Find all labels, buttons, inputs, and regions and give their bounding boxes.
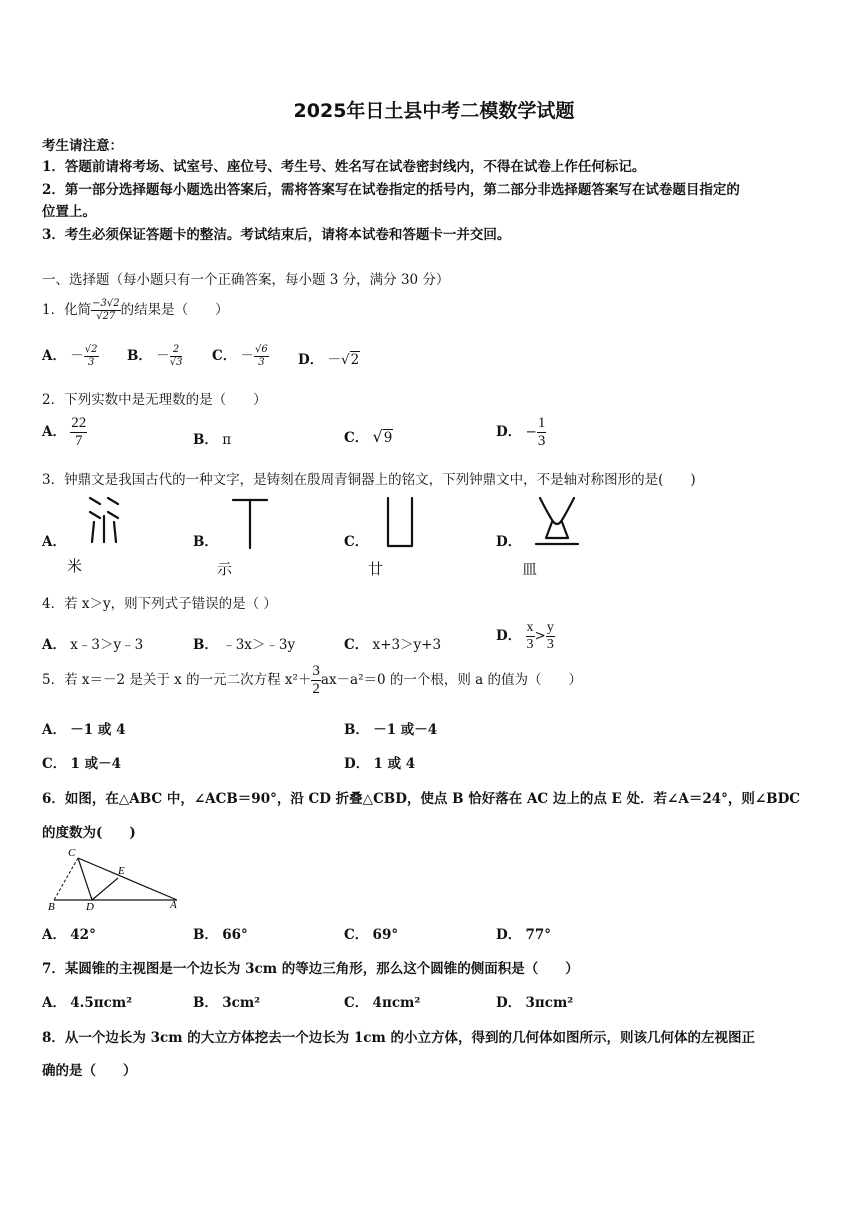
- question-7-option-d[interactable]: [496, 991, 573, 1011]
- bronze-script-glyph-b: [230, 494, 270, 550]
- figure-label-a: A: [170, 899, 177, 911]
- option-text: 42°: [70, 927, 96, 943]
- option-label: B．: [344, 722, 369, 738]
- fraction-denominator: 2: [312, 681, 320, 697]
- option-label: B．: [193, 432, 218, 448]
- notice-item-2: 2．第一部分选择题每小题选出答案后，需将答案写在试卷指定的括号内，第二部分非选择题答案写在试卷题目指定的: [42, 182, 740, 198]
- option-fraction: [170, 345, 183, 368]
- fraction-numerator: 1: [537, 415, 546, 431]
- fraction-denominator: 3: [87, 357, 95, 368]
- notice-item-2-cont: 位置上。: [42, 204, 96, 220]
- option-text: －1 或－4: [373, 722, 438, 738]
- question-8-stem-line2: 确的是（ ）: [42, 1063, 137, 1079]
- question-6-stem-line1: 6．如图，在△ABC 中，∠ACB＝90°，沿 CD 折叠△CBD，使点 B 恰好落在 AC 边上的点 E 处．若∠A＝24°，则∠BDC: [42, 791, 801, 807]
- question-3-caption-c: 廿: [368, 560, 384, 578]
- question-5-fraction: [311, 664, 321, 697]
- option-label: C．: [344, 995, 369, 1011]
- figure-label-b: B: [48, 901, 55, 912]
- option-label: A．: [42, 534, 66, 550]
- question-2-option-c[interactable]: C． √9: [344, 427, 393, 446]
- question-4-option-b[interactable]: [193, 633, 295, 653]
- question-3-option-b[interactable]: [193, 530, 218, 550]
- option-text: 66°: [222, 927, 248, 943]
- option-sign: －: [156, 348, 170, 364]
- option-label: A．: [42, 348, 66, 364]
- option-label: A．: [42, 637, 66, 653]
- option-label: D．: [496, 995, 522, 1011]
- option-sign: −: [525, 424, 537, 440]
- fraction-numerator: −3√2: [92, 298, 120, 309]
- section-heading: 一、选择题（每小题只有一个正确答案，每小题 3 分，满分 30 分）: [42, 272, 450, 288]
- option-text: 4.5πcm²: [70, 995, 133, 1011]
- fraction-denominator: 3: [526, 637, 534, 652]
- option-label: A．: [42, 927, 66, 943]
- fraction-numerator: y: [546, 620, 554, 635]
- fraction-numerator: √6: [255, 344, 268, 355]
- question-8-stem-line1: 8．从一个边长为 3cm 的大立方体挖去一个边长为 1cm 的小立方体，得到的几何体如图所示，则该几何体的左视图正: [42, 1030, 755, 1046]
- question-6-option-b[interactable]: [193, 923, 248, 943]
- question-3-stem: 3．钟鼎文是我国古代的一种文字，是铸刻在殷周青铜器上的铭文，下列钟鼎文中，不是轴对称图形的是( ): [42, 472, 696, 488]
- option-fraction: [70, 416, 87, 449]
- question-1-pre: 1．化简: [42, 302, 92, 318]
- option-label: B．: [193, 995, 218, 1011]
- option-text: ﹣3x＞﹣3y: [222, 637, 296, 653]
- option-text: 3cm²: [222, 995, 261, 1011]
- fraction-denominator: 3: [546, 637, 554, 652]
- figure-label-d: D: [86, 901, 94, 912]
- notice-item-3: 3．考生必须保证答题卡的整洁。考试结束后，请将本试卷和答题卡一并交回。: [42, 227, 511, 243]
- question-3-caption-a: 米: [67, 557, 83, 575]
- option-sign: －: [70, 348, 84, 364]
- question-7-option-b[interactable]: [193, 991, 260, 1011]
- option-label: A．: [42, 722, 66, 738]
- question-2-stem: 2．下列实数中是无理数的是（ ）: [42, 392, 267, 408]
- option-label: D．: [298, 352, 324, 368]
- question-1-option-b[interactable]: [127, 344, 182, 368]
- question-6-option-d[interactable]: [496, 923, 551, 943]
- option-label: B．: [193, 534, 218, 550]
- question-4-option-c[interactable]: [344, 633, 441, 653]
- option-sign: －: [327, 352, 342, 368]
- fraction-denominator: 7: [75, 433, 83, 449]
- option-label: C．: [344, 927, 369, 943]
- option-text: －1 或 4: [70, 722, 126, 738]
- fraction-denominator: 3: [258, 357, 265, 368]
- question-4-stem: 4．若 x＞y，则下列式子错误的是（ ）: [42, 596, 277, 612]
- option-label: D．: [496, 424, 522, 440]
- option-text: 69°: [372, 927, 399, 943]
- notice-item-1: 1．答题前请将考场、试室号、座位号、考生号、姓名写在试卷密封线内，不得在试卷上作任何标记。: [42, 159, 646, 175]
- question-5-post: ax－a²＝0 的一个根，则 a 的值为（ ）: [320, 672, 583, 688]
- option-text: 1 或－4: [70, 756, 122, 772]
- option-fraction: [526, 621, 535, 652]
- question-4-option-a[interactable]: [42, 633, 143, 653]
- option-label: D．: [496, 534, 522, 550]
- bronze-script-glyph-a: [84, 494, 124, 546]
- question-5-option-d[interactable]: [344, 752, 415, 772]
- question-1-option-a[interactable]: [42, 344, 99, 368]
- option-label: C．: [212, 348, 237, 364]
- question-5-option-b[interactable]: [344, 718, 437, 738]
- fraction-denominator: 3: [537, 433, 546, 449]
- fraction-denominator: √3: [169, 357, 183, 368]
- fraction-numerator: 22: [71, 415, 87, 431]
- option-text: 3πcm²: [525, 995, 574, 1011]
- option-label: C．: [344, 534, 369, 550]
- question-1-option-d[interactable]: D． －√2: [298, 352, 360, 368]
- option-label: D．: [344, 756, 370, 772]
- question-3-option-d[interactable]: [496, 530, 521, 550]
- question-5-option-a[interactable]: [42, 718, 125, 738]
- option-label: B．: [193, 637, 218, 653]
- option-text: x+3＞y+3: [372, 637, 442, 653]
- figure-label-c: C: [68, 847, 76, 859]
- comparison-operator: >: [534, 628, 546, 644]
- question-3-option-a[interactable]: [42, 530, 66, 550]
- question-2-option-b[interactable]: [193, 428, 231, 448]
- option-label: B．: [127, 348, 152, 364]
- question-2-option-d[interactable]: [496, 416, 546, 449]
- question-3-caption-b: 示: [217, 560, 233, 578]
- option-fraction: [254, 345, 269, 368]
- fraction-numerator: 2: [170, 345, 183, 357]
- question-7-option-a[interactable]: [42, 991, 132, 1011]
- bronze-script-glyph-c: [382, 496, 418, 550]
- option-label: C．: [344, 637, 369, 653]
- fraction-denominator: √27: [96, 311, 116, 322]
- option-text: x﹣3＞y﹣3: [70, 637, 144, 653]
- question-1-post: 的结果是（ ）: [120, 302, 229, 318]
- question-6-stem-line2: 的度数为( ): [42, 825, 136, 841]
- question-6-option-a[interactable]: [42, 923, 96, 943]
- radicand: 9: [383, 430, 393, 446]
- option-label: D．: [496, 628, 522, 644]
- question-7-option-c[interactable]: [344, 991, 420, 1011]
- option-label: C．: [42, 756, 67, 772]
- question-3-caption-d: 皿: [522, 560, 538, 578]
- question-4-option-d[interactable]: [496, 621, 555, 652]
- option-label: D．: [496, 927, 522, 943]
- page-title: 2025年日土县中考二模数学试题: [293, 100, 575, 122]
- question-5-stem: [42, 664, 582, 697]
- question-3-option-c[interactable]: [344, 530, 368, 550]
- fraction-numerator: 3: [312, 663, 320, 679]
- option-label: A．: [42, 995, 66, 1011]
- option-text: π: [222, 432, 232, 448]
- question-2-option-a[interactable]: [42, 416, 87, 449]
- fraction-numerator: √2: [84, 344, 98, 355]
- option-label: C．: [344, 430, 369, 446]
- fraction-numerator: x: [526, 620, 534, 635]
- question-1-stem: [42, 298, 229, 322]
- option-fraction: [537, 416, 547, 449]
- option-sign: －: [240, 348, 255, 364]
- option-text: 77°: [525, 927, 552, 943]
- option-fraction: [546, 621, 555, 652]
- option-fraction: [84, 345, 99, 368]
- figure-label-e: E: [118, 865, 125, 877]
- option-text: 4πcm²: [372, 995, 421, 1011]
- question-1-fraction: [91, 299, 120, 322]
- question-1-option-c[interactable]: [212, 344, 269, 368]
- radicand: 2: [350, 352, 360, 368]
- option-label: A．: [42, 424, 66, 440]
- option-text: 1 或 4: [373, 756, 416, 772]
- notice-heading: 考生请注意：: [42, 138, 123, 154]
- bronze-script-glyph-d: [532, 494, 582, 550]
- triangle-figure: [44, 842, 184, 912]
- question-5-pre: 5．若 x＝－2 是关于 x 的一元二次方程 x²＋: [42, 672, 312, 688]
- question-7-stem: 7．某圆锥的主视图是一个边长为 3cm 的等边三角形，那么这个圆锥的侧面积是（ ）: [42, 961, 579, 977]
- question-6-option-c[interactable]: [344, 923, 398, 943]
- question-5-option-c[interactable]: [42, 752, 121, 772]
- option-label: B．: [193, 927, 218, 943]
